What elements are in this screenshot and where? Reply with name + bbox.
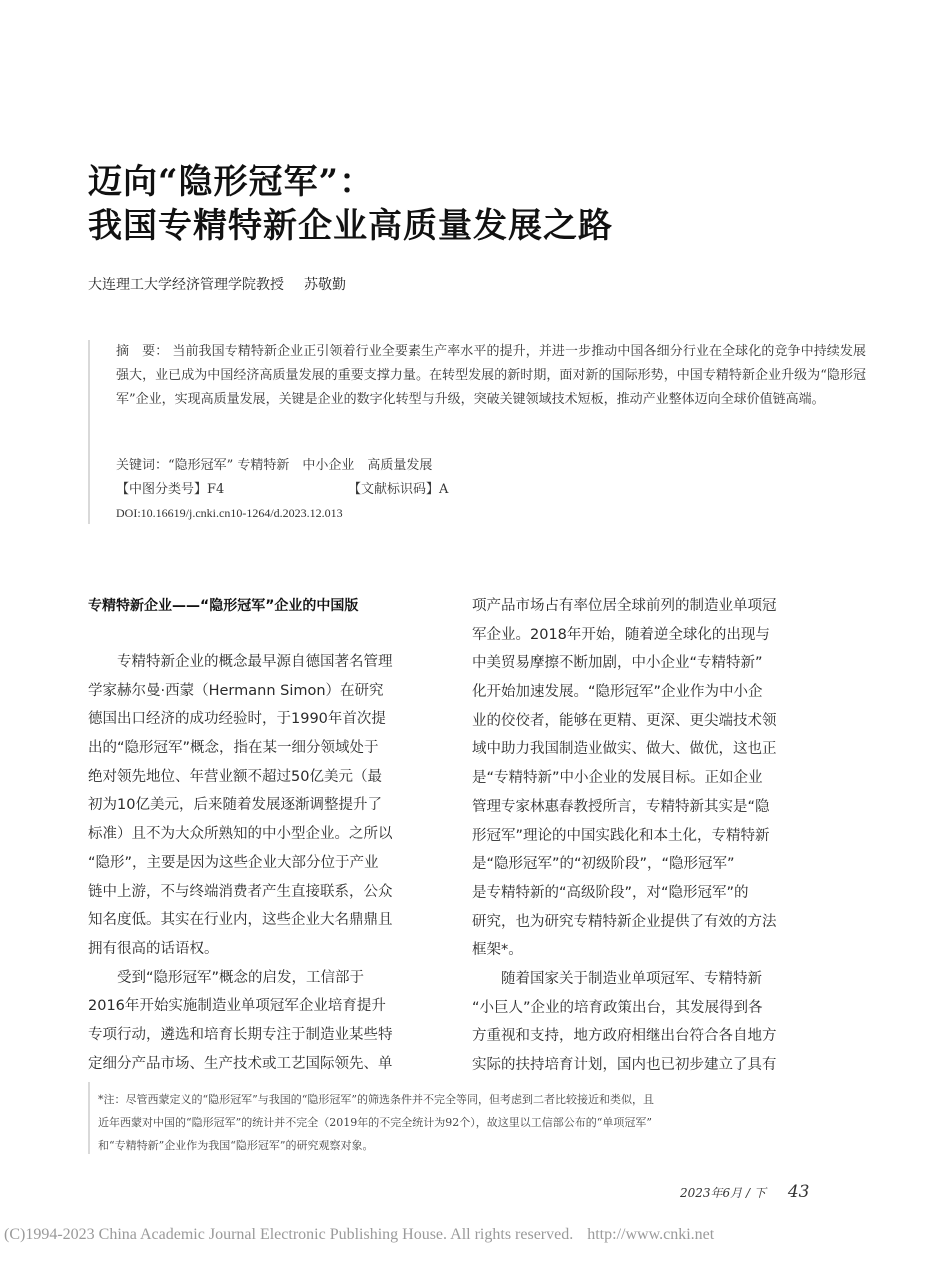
- issue-date: 2023年6月 / 下: [680, 1186, 766, 1200]
- text-line: 德国出口经济的成功经验时，于1990年首次提: [88, 711, 386, 728]
- text-line: 定细分产品市场、生产技术或工艺国际领先、单: [88, 1055, 393, 1072]
- author-line: [88, 274, 346, 294]
- body-column-right: [472, 592, 820, 1080]
- abstract: [116, 340, 866, 436]
- abstract-label: 摘 要：: [116, 344, 169, 359]
- copyright-notice: [4, 1226, 714, 1244]
- text-line: 知名度低。其实在行业内，这些企业大名鼎鼎且: [88, 912, 393, 929]
- text-line: 2016年开始实施制造业单项冠军企业培育提升: [88, 998, 386, 1015]
- paragraph: [88, 964, 436, 1079]
- paragraph: [88, 648, 436, 964]
- document-code: 【文献标识码】A: [348, 482, 449, 497]
- text-line: 是专精特新的“高级阶段”，对“隐形冠军”的: [472, 884, 749, 901]
- title-line-1: 迈向“隐形冠军”：: [88, 162, 375, 202]
- text-line: 军企业。2018年开始，随着逆全球化的出现与: [472, 626, 770, 643]
- body-column-left: [88, 592, 436, 1078]
- text-line: 是“隐形冠军”的“初级阶段”，“隐形冠军”: [472, 856, 735, 873]
- text-line: 受到“隐形冠军”概念的启发，工信部于: [117, 969, 365, 986]
- title-line-2: 我国专精特新企业高质量发展之路: [88, 206, 613, 246]
- text-line: 实际的扶持培育计划，国内也已初步建立了具有: [472, 1057, 777, 1073]
- text-line: 出的“隐形冠军”概念，指在某一细分领域处于: [88, 740, 379, 757]
- copyright-url: http://www.cnki.net: [587, 1226, 715, 1243]
- footnote-line: *注：尽管西蒙定义的“隐形冠军”与我国的“隐形冠军”的筛选条件并不完全等同，但考虑到二者比较接近和类似，且: [98, 1093, 654, 1106]
- text-line: 专项行动，遴选和培育长期专注于制造业某些特: [88, 1026, 393, 1043]
- clc-number: 【中图分类号】F4: [116, 482, 225, 497]
- text-line: 研究，也为研究专精特新企业提供了有效的方法: [472, 913, 777, 930]
- text-line: 形冠军”理论的中国实践化和本土化，专精特新: [472, 827, 770, 844]
- author-name: 苏敬勤: [304, 277, 346, 293]
- text-line: 是“专精特新”中小企业的发展目标。正如企业: [472, 770, 763, 787]
- text-line: 标准）且不为大众所熟知的中小型企业。之所以: [88, 826, 393, 843]
- page-number: 43: [787, 1182, 810, 1202]
- text-line: 项产品市场占有率位居全球前列的制造业单项冠: [472, 598, 777, 614]
- text-line: 专精特新企业的概念最早源自德国著名管理: [117, 654, 393, 670]
- footnote-line: 近年西蒙对中国的“隐形冠军”的统计并不完全（2019年的不完全统计为92个），故这里以工信部公布的“单项冠军”: [98, 1116, 652, 1129]
- doi: DOI:10.16619/j.cnki.cn10-1264/d.2023.12.013: [116, 506, 343, 520]
- text-line: 随着国家关于制造业单项冠军、专精特新: [501, 970, 762, 987]
- text-line: 学家赫尔曼·西蒙（Hermann Simon）在研究: [88, 682, 384, 699]
- text-line: 管理专家林惠春教授所言，专精特新其实是“隐: [472, 798, 770, 815]
- paragraph: [472, 592, 820, 965]
- text-line: 域中助力我国制造业做实、做大、做优，这也正: [472, 741, 777, 758]
- footnote: [98, 1088, 833, 1157]
- text-line: 方重视和支持，地方政府相继出台符合各自地方: [472, 1028, 777, 1045]
- section-heading: 专精特新企业——“隐形冠军”企业的中国版: [88, 598, 359, 614]
- footnote-rule: [88, 1082, 90, 1154]
- keywords: 关键词：“隐形冠军” 专精特新 中小企业 高质量发展: [116, 458, 433, 473]
- text-line: 链中上游，不与终端消费者产生直接联系，公众: [88, 883, 393, 900]
- text-line: “隐形”，主要是因为这些企业大部分位于产业: [88, 854, 379, 871]
- abstract-text: 当前我国专精特新企业正引领着行业全要素生产率水平的提升，并进一步推动中国各细分行业在全球化的竞争中持续发展强大，业已成为中国经济高质量发展的重要支撑力量。在转型发展的新时期，面对新的国际形势，中国专精特新企业升级为“隐形冠军”企业，实现高质量发展，关键是企业的数字化转型与升级，突破关键领域技术短板，推动产业整体迈向全球价值链高端。: [116, 344, 866, 407]
- footnote-line: 和“专精特新”企业作为我国“隐形冠军”的研究观察对象。: [98, 1139, 374, 1152]
- text-line: 拥有很高的话语权。: [88, 940, 219, 957]
- author-affiliation: 大连理工大学经济管理学院教授: [88, 277, 284, 293]
- text-line: 框架*。: [472, 942, 523, 959]
- text-line: 业的佼佼者，能够在更精、更深、更尖端技术领: [472, 712, 777, 729]
- copyright-text: (C)1994-2023 China Academic Journal Electronic Publishing House. All rights reserved.: [4, 1226, 574, 1243]
- text-line: 中美贸易摩擦不断加剧，中小企业“专精特新”: [472, 655, 763, 672]
- classification-row: [116, 478, 866, 502]
- abstract-box: [88, 340, 866, 524]
- text-line: “小巨人”企业的培育政策出台，其发展得到各: [472, 999, 763, 1016]
- article-title: [88, 160, 613, 248]
- text-line: 化开始加速发展。“隐形冠军”企业作为中小企: [472, 684, 763, 701]
- text-line: 绝对领先地位、年营业额不超过50亿美元（最: [88, 768, 382, 785]
- text-line: 初为10亿美元，后来随着发展逐渐调整提升了: [88, 797, 382, 814]
- paragraph: [472, 965, 820, 1080]
- page-footer: [680, 1182, 810, 1202]
